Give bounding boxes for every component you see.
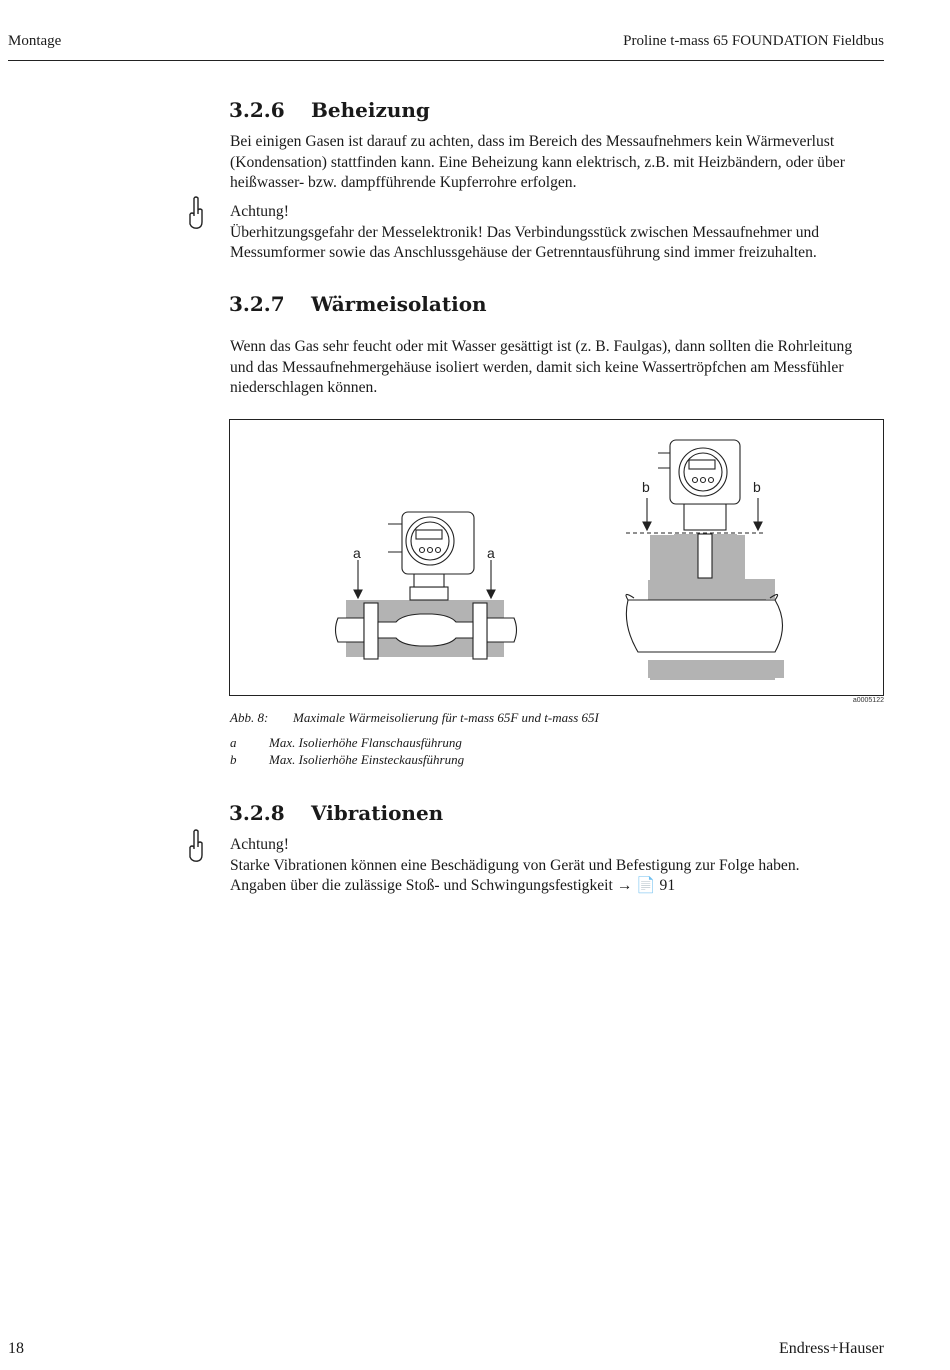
figure-caption	[230, 710, 599, 726]
warning-label: Achtung!	[230, 203, 289, 220]
legend-text: Max. Isolierhöhe Einsteckausführung	[269, 752, 465, 767]
header-divider	[8, 60, 884, 61]
legend-text: Max. Isolierhöhe Flanschausführung	[269, 735, 462, 750]
caption-text: Maximale Wärmeisolierung für t-mass 65F und t-mass 65I	[293, 710, 599, 725]
heading-title: Vibrationen	[311, 801, 444, 825]
heading-3-2-8	[229, 801, 443, 825]
heading-title: Wärmeisolation	[311, 292, 487, 316]
warning-overheating	[230, 202, 890, 264]
caption-label: Abb. 8:	[230, 710, 269, 725]
heading-3-2-7	[229, 292, 487, 316]
legend-item	[230, 735, 462, 751]
footer-brand: Endress+Hauser	[779, 1340, 884, 1357]
marker-b-right: b	[753, 479, 761, 495]
legend-item	[230, 752, 464, 768]
heading-number: 3.2.8	[229, 801, 285, 825]
heading-number: 3.2.6	[229, 98, 285, 122]
figure-code: a0005122	[852, 697, 884, 704]
pointing-hand-icon	[186, 829, 206, 863]
text-line: (Kondensation) stattfinden kann. Eine Beheizung kann elektrisch, z.B. mit Heizbändern, oder über	[230, 153, 845, 171]
text-line: Starke Vibrationen können eine Beschädigung von Gerät und Befestigung zur Folge haben.	[230, 856, 800, 874]
marker-a-left: a	[353, 545, 361, 561]
warning-vibrations	[230, 835, 890, 897]
marker-a-right: a	[487, 545, 495, 561]
legend-key: a	[230, 735, 237, 750]
header-product-title: Proline t-mass 65 FOUNDATION Fieldbus	[623, 33, 884, 49]
text-line: Überhitzungsgefahr der Messelektronik! Das Verbindungsstück zwischen Messaufnehmer und	[230, 223, 820, 241]
heading-3-2-6	[229, 98, 430, 122]
warning-label: Achtung!	[230, 836, 289, 853]
text-line: Bei einigen Gasen ist darauf zu achten, dass im Bereich des Messaufnehmers kein Wärmeverlust	[230, 133, 835, 150]
marker-b-left: b	[642, 479, 650, 495]
text-line: niederschlagen können.	[230, 379, 378, 396]
text-line: und das Messaufnehmergehäuse isoliert werden, damit sich keine Wassertröpfchen am Messfühler	[230, 358, 844, 376]
text-line: Messumformer sowie das Anschlussgehäuse der Getrenntausführung sind immer freizuhalten.	[230, 244, 817, 261]
insulation-diagram	[230, 420, 885, 697]
header-section-title: Montage	[8, 33, 62, 49]
text-line: Wenn das Gas sehr feucht oder mit Wasser gesättigt ist (z. B. Faulgas), dann sollten die Rohrleitung	[230, 338, 853, 355]
paragraph-beheizung	[230, 132, 890, 194]
insulation-figure	[229, 419, 884, 696]
text-line[interactable]: Angaben über die zulässige Stoß- und Schwingungsfestigkeit → 📄 91	[230, 877, 676, 894]
legend-key: b	[230, 752, 237, 767]
heading-title: Beheizung	[311, 98, 430, 122]
page-number: 18	[8, 1340, 24, 1357]
heading-number: 3.2.7	[229, 292, 285, 316]
paragraph-waermeisolation	[230, 337, 890, 399]
text-line: heißwasser- bzw. dampfführende Kupferrohre erfolgen.	[230, 174, 577, 191]
pointing-hand-icon	[186, 196, 206, 230]
